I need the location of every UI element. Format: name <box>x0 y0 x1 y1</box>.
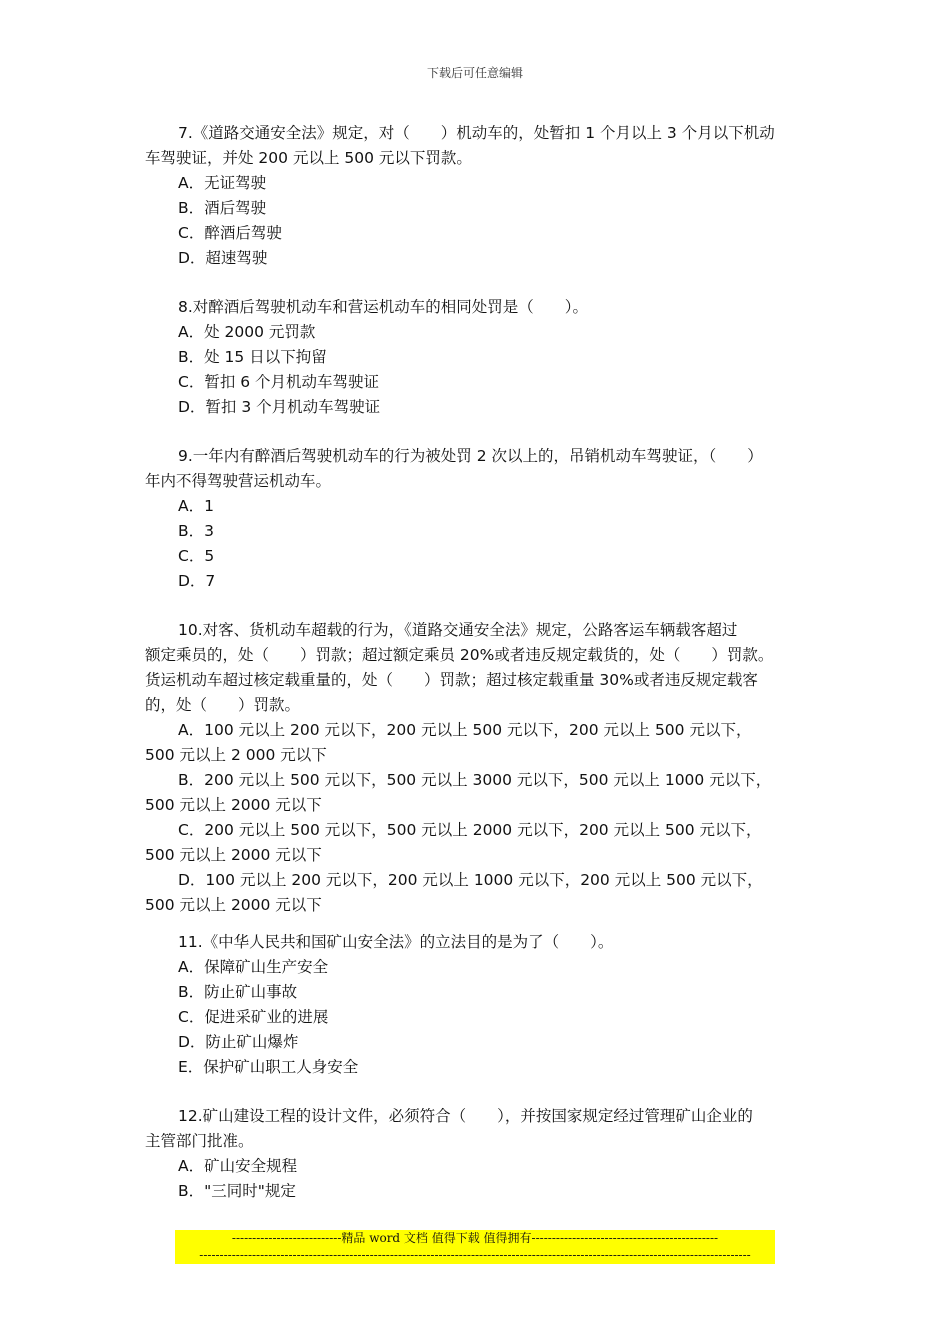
option-b: B．处 15 日以下拘留 <box>178 348 327 366</box>
question-9 <box>145 444 810 594</box>
option-a: A．矿山安全规程 <box>178 1157 298 1175</box>
option-d-continued: 500 元以上 2000 元以下 <box>145 896 322 914</box>
option-b: B．3 <box>178 522 214 540</box>
option-e: E．保护矿山职工人身安全 <box>178 1058 359 1076</box>
option-a: A．处 2000 元罚款 <box>178 323 316 341</box>
question-stem-line: 7.《道路交通安全法》规定，对（ ）机动车的，处暂扣 1 个月以上 3 个月以下机动 <box>178 124 775 142</box>
option-c: C．暂扣 6 个月机动车驾驶证 <box>178 373 380 391</box>
option-d: D．防止矿山爆炸 <box>178 1033 299 1051</box>
option-a: A．100 元以上 200 元以下，200 元以上 500 元以下，200 元以上 500 元以下， <box>178 721 752 739</box>
option-a: A．无证驾驶 <box>178 174 267 192</box>
option-a: A．1 <box>178 497 214 515</box>
option-d: D．超速驾驶 <box>178 249 268 267</box>
footer-divider: ---------------------------------------------------------------------------------------------------------------------------------------- <box>175 1247 775 1264</box>
question-stem-line: 10.对客、货机动车超载的行为，《道路交通安全法》规定，公路客运车辆载客超过 <box>178 621 738 639</box>
option-c: C．促进采矿业的进展 <box>178 1008 329 1026</box>
option-d: D．7 <box>178 572 216 590</box>
question-stem-line: 主管部门批准。 <box>145 1132 254 1150</box>
option-d: D．100 元以上 200 元以下，200 元以上 1000 元以下，200 元以上 500 元以下， <box>178 871 763 889</box>
question-12 <box>145 1104 810 1204</box>
question-stem-line: 12.矿山建设工程的设计文件，必须符合（ ），并按国家规定经过管理矿山企业的 <box>178 1107 753 1125</box>
question-7 <box>145 121 810 271</box>
option-c-continued: 500 元以上 2000 元以下 <box>145 846 322 864</box>
question-stem-line: 8.对醉酒后驾驶机动车和营运机动车的相同处罚是（ ）。 <box>178 298 589 316</box>
option-d: D．暂扣 3 个月机动车驾驶证 <box>178 398 381 416</box>
page-header: 下载后可任意编辑 <box>426 66 523 80</box>
option-b: B．"三同时"规定 <box>178 1182 296 1200</box>
option-a-continued: 500 元以上 2 000 元以下 <box>145 746 327 764</box>
question-stem-line: 的，处（ ）罚款。 <box>145 696 301 714</box>
document-body <box>145 121 810 1228</box>
question-stem-line: 9.一年内有醉酒后驾驶机动车的行为被处罚 2 次以上的，吊销机动车驾驶证，（ ） <box>178 447 763 465</box>
option-a: A．保障矿山生产安全 <box>178 958 329 976</box>
question-stem-line: 年内不得驾驶营运机动车。 <box>145 472 332 490</box>
question-stem-line: 11.《中华人民共和国矿山安全法》的立法目的是为了（ ）。 <box>178 933 614 951</box>
option-b-continued: 500 元以上 2000 元以下 <box>145 796 322 814</box>
option-b: B．防止矿山事故 <box>178 983 298 1001</box>
option-b: B．200 元以上 500 元以下，500 元以上 3000 元以下，500 元以上 1000 元以下， <box>178 771 772 789</box>
option-b: B．酒后驾驶 <box>178 199 267 217</box>
footer-banner: ---------------------------精品 word 文档 值得下载 值得拥有---------------------------------------------- <box>175 1230 775 1247</box>
option-c: C．200 元以上 500 元以下，500 元以上 2000 元以下，200 元以上 500 元以下， <box>178 821 762 839</box>
question-stem-line: 额定乘员的，处（ ）罚款；超过额定乘员 20%或者违反规定载货的，处（ ）罚款。 <box>145 646 774 664</box>
question-stem-line: 车驾驶证，并处 200 元以上 500 元以下罚款。 <box>145 149 472 167</box>
question-stem-line: 货运机动车超过核定载重量的，处（ ）罚款；超过核定载重量 30%或者违反规定载客 <box>145 671 758 689</box>
question-8 <box>145 295 810 420</box>
question-10 <box>145 618 810 918</box>
option-c: C．5 <box>178 547 215 565</box>
option-c: C．醉酒后驾驶 <box>178 224 282 242</box>
page-footer <box>175 1230 775 1264</box>
question-11 <box>145 930 810 1080</box>
